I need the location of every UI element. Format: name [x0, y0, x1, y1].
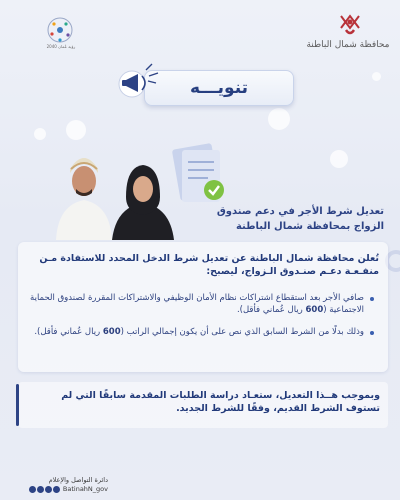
amount-number: 600: [305, 305, 324, 315]
social-icon: [37, 486, 44, 493]
bullet-text: صافي الأجر بعد استقطاع اشتراكات نظام الأمان الوظيفي والاشتراكات المقررة لصندوق الحماية الاجتماعية (: [30, 293, 364, 315]
bokeh-circle: [268, 108, 290, 130]
oman-emblem-icon: [337, 10, 363, 36]
bokeh-circle: [66, 120, 86, 140]
bokeh-circle: [34, 128, 46, 140]
social-icon: [53, 486, 60, 493]
closing-accent-bar: [16, 384, 19, 426]
bokeh-circle: [372, 72, 381, 81]
conditions-list: [30, 292, 374, 348]
list-item: [30, 292, 374, 316]
amount-number: 600: [102, 327, 121, 337]
bullet-text: وذلك بدلًا من الشرط السابق الذي نص على أن يكون إجمالي الراتب (: [120, 327, 364, 337]
notice-subtitle: تعديل شرط الأجر في دعم صندوق الزواج بمحافظة شمال الباطنة: [216, 206, 384, 232]
woman-in-abaya-image: [108, 157, 178, 240]
megaphone-icon: [116, 56, 164, 100]
footer-handle: [4, 485, 108, 493]
bullet-text: ريال عُماني فأقل).: [236, 305, 306, 315]
social-icon: [45, 486, 52, 493]
notice-title-pill: [144, 70, 294, 106]
bokeh-circle: [330, 150, 348, 168]
bullet-text: ريال عُماني فأقل).: [34, 327, 103, 337]
notice-lead-text: تُعلن محافظة شمال الباطنة عن تعديل شرط الدخل المحدد للاستفادة مـن منفـعـة دعـم صنـدوق الـزواج، ليصبح:: [39, 253, 379, 277]
social-icon: [29, 486, 36, 493]
list-item: [30, 326, 374, 338]
closing-text: وبموجب هــذا التعديل، ستعـاد دراسة الطلبات المقدمة سابقًا التي لم تستوف الشرط القديم، وفقًا للشرط الجديد.: [61, 390, 380, 414]
footer-org-name: دائرة التواصل والإعلام: [48, 476, 108, 484]
vision-text: رؤية عُمان 2040: [46, 44, 76, 49]
governorate-name: محافظة شمال الباطنة: [306, 40, 390, 50]
footer: [4, 476, 108, 493]
notice-title: تنويـــه: [189, 78, 249, 98]
social-handle: BatinahN_gov: [62, 485, 108, 493]
